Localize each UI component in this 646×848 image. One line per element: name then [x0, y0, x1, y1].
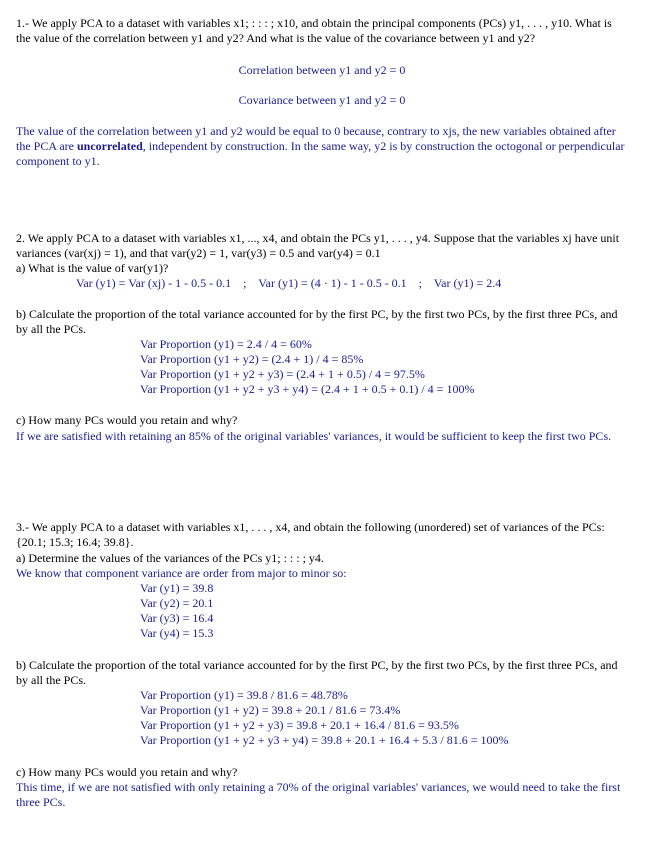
q3-a-lines [16, 581, 646, 641]
q1-answer-pre: The value of the correlation between y1 and y2 would be equal to 0 because, contrary to xjs, the new variables obtained after the PCA are [16, 124, 616, 153]
q3-question: 3.- We apply PCA to a dataset with variables x1, . . . , x4, and obtain the following (unordered) set of variances of the PCs: {20.1; 15.3; 16.4; 39.8}. [16, 520, 605, 549]
q2-c-answer: If we are satisfied with retaining an 85% of the original variables' variances, it would be sufficient to keep the first two PCs. [16, 429, 612, 443]
q2-b-line: Var Proportion (y1 + y2) = (2.4 + 1) / 4 = 85% [140, 352, 364, 366]
q3-b-line: Var Proportion (y1 + y2 + y3 + y4) = 39.8 + 20.1 + 16.4 + 5.3 / 81.6 = 100% [140, 733, 509, 747]
q2-question: 2. We apply PCA to a dataset with variables x1, ..., x4, and obtain the PCs y1, . . . , y4. Suppose that the variables xj have unit variances (var(xj) = 1), and that var(y2) = 1, var(y3) = 0.5 and var(y4) = 0.1 [16, 231, 620, 260]
q3-c-label: c) How many PCs would you retain and why? [16, 765, 238, 779]
q2-a-answer: Var (y1) = Var (xj) - 1 - 0.5 - 0.1 ; Var (y1) = (4 · 1) - 1 - 0.5 - 0.1 ; Var (y1) = 2.4 [76, 276, 502, 290]
q3-b-line: Var Proportion (y1) = 39.8 / 81.6 = 48.78% [140, 688, 348, 702]
q1-answer-bold: uncorrelated [77, 139, 143, 153]
q2-c-label: c) How many PCs would you retain and why? [16, 413, 238, 427]
q2-b-line: Var Proportion (y1 + y2 + y3) = (2.4 + 1 + 0.5) / 4 = 97.5% [140, 367, 425, 381]
q1-covariance: Covariance between y1 and y2 = 0 [238, 93, 406, 107]
q2-a-label: a) What is the value of var(y1)? [16, 261, 169, 275]
q3-b-line: Var Proportion (y1 + y2 + y3) = 39.8 + 20.1 + 16.4 / 81.6 = 93.5% [140, 718, 459, 732]
q1-answer-post: , independent by construction. In the same way, y2 is by construction the octogonal or perpendicular component to y1. [16, 139, 625, 168]
q2-b-lines [16, 337, 646, 397]
q2-b-line: Var Proportion (y1 + y2 + y3 + y4) = (2.4 + 1 + 0.5 + 0.1) / 4 = 100% [140, 382, 475, 396]
q3-a-line: Var (y1) = 39.8 [140, 581, 214, 595]
q3-b-line: Var Proportion (y1 + y2) = 39.8 + 20.1 / 81.6 = 73.4% [140, 703, 401, 717]
q1-correlation: Correlation between y1 and y2 = 0 [238, 63, 406, 77]
q3-a-line: Var (y2) = 20.1 [140, 596, 214, 610]
q3-a-label: a) Determine the values of the variances of the PCs y1; : : : ; y4. [16, 551, 324, 565]
q3-a-intro: We know that component variance are order from major to minor so: [16, 566, 347, 580]
q2-b-label: b) Calculate the proportion of the total variance accounted for by the first PC, by the first two PCs, by the first three PCs, and by all the PCs. [16, 307, 618, 336]
q1-question: 1.- We apply PCA to a dataset with variables x1; : : : ; x10, and obtain the principal components (PCs) y1, . . . , y10. What is the value of the correlation between y1 and y2? And what is the value of the covariance between y1 and y2? [16, 16, 612, 45]
q2-b-line: Var Proportion (y1) = 2.4 / 4 = 60% [140, 337, 312, 351]
q3-c-answer: This time, if we are not satisfied with only retaining a 70% of the original variables' variances, we would need to take the first three PCs. [16, 780, 621, 809]
q3-a-line: Var (y3) = 16.4 [140, 611, 214, 625]
q3-a-line: Var (y4) = 15.3 [140, 626, 214, 640]
q3-b-label: b) Calculate the proportion of the total variance accounted for by the first PC, by the first two PCs, by the first three PCs, and by all the PCs. [16, 658, 618, 687]
q3-b-lines [16, 688, 646, 748]
q1-answer [16, 124, 628, 169]
